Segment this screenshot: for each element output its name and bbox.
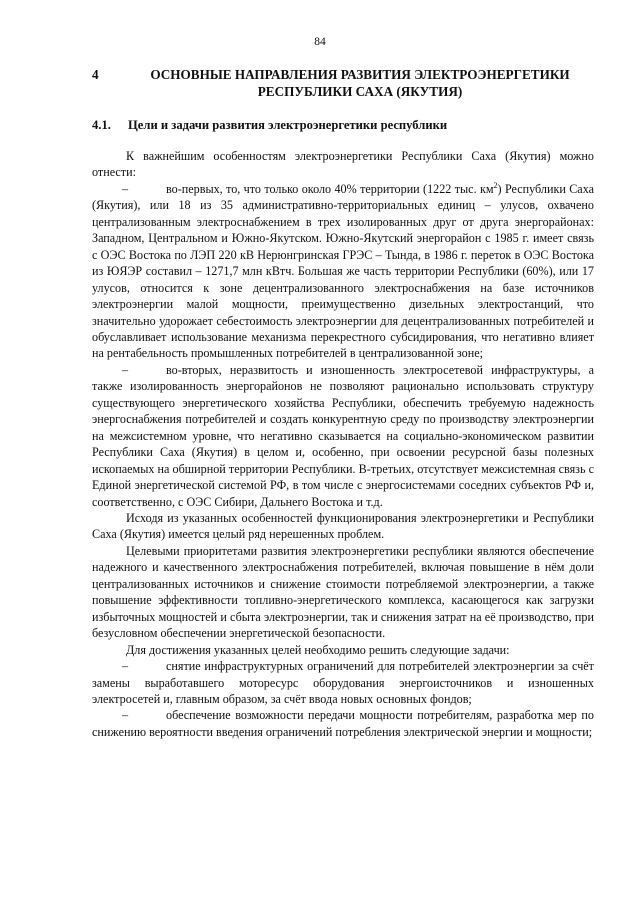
- page-number: 84: [314, 36, 326, 48]
- list-dash: –: [122, 362, 129, 377]
- chapter-title: ОСНОВНЫЕ НАПРАВЛЕНИЯ РАЗВИТИЯ ЭЛЕКТРОЭНЕРГЕТИКИ РЕСПУБЛИКИ САХА (ЯКУТИЯ): [150, 67, 570, 99]
- section-title: Цели и задачи развития электроэнергетики республики: [128, 118, 448, 132]
- paragraph-tasks-intro: Для достижения указанных целей необходимо решить следующие задачи:: [126, 642, 510, 657]
- body-text: [92, 148, 594, 740]
- paragraph-task-2-text: обеспечение возможности передачи мощности потребителям, разработка мер по снижению вероятности введения ограничений потребления электрической энергии и мощности;: [92, 708, 594, 739]
- paragraph-second: [92, 362, 594, 510]
- list-dash: –: [122, 181, 129, 196]
- paragraph-first: [92, 181, 594, 362]
- section-number: 4.1.: [92, 118, 111, 132]
- chapter-heading: [92, 66, 592, 100]
- chapter-number: 4: [92, 67, 99, 82]
- list-dash: –: [122, 659, 129, 674]
- paragraph-task-1-text: снятие инфраструктурных ограничений для потребителей электроэнергии за счёт замены выработавшего моторесурс оборудования энергоисточников и изношенных электросетей и, главным образом, за счёт ввода новых основных фондов;: [92, 659, 594, 706]
- section-heading: [92, 117, 592, 133]
- paragraph-first-text-a: во-первых, то, что только около 40% территории (1222 тыс. км: [166, 181, 494, 196]
- paragraph-based-on: Исходя из указанных особенностей функционирования электроэнергетики и Республики Саха (Якутия) имеется целый ряд нерешенных проблем.: [92, 510, 594, 542]
- paragraph-second-text: во-вторых, неразвитость и изношенность электросетевой инфраструктуры, а также изолированность энергорайонов не позволяют рационально использовать структуру существующего энергетического хозяйства Республики, обеспечить требуемую надежность энергоснабжения потребителей и создать конкурентную среду по производству электроэнергии на межсистемном уровне, что негативно сказывается на социально-экономическом развитии Республики Саха (Якутия) в целом и, особенно, при освоении ресурсной базы полезных ископаемых на обширной территории Республики. В-третьих, отсутствует межсистемная связь с Единой энергетической системой РФ, в том числе с энергосистемами соседних субъектов РФ и, соответственно, с ОЭС Сибири, Дальнего Востока и т.д.: [92, 362, 594, 509]
- superscript-2: 2: [493, 180, 498, 190]
- paragraph-priorities: Целевыми приоритетами развития электроэнергетики республики являются обеспечение надежного и качественного электроснабжения потребителей, включая повышение в нём доли централизованных источников и снижение стоимости потребляемой электроэнергии, а также повышение эффективности топливно-энергетического комплекса, касающегося как загрузки избыточных мощностей и сбыта электроэнергии, так и снижения затрат на её производство, при безусловном обеспечении энергетической безопасности.: [92, 543, 594, 641]
- paragraph-task-2: [92, 707, 594, 740]
- paragraph-intro: К важнейшим особенностям электроэнергетики Республики Саха (Якутия) можно отнести:: [92, 149, 594, 180]
- paragraph-first-text-b: ) Республики Саха (Якутия), или 18 из 35 административно-территориальных единиц – улусов, охвачено централизованным электроснабжением в трех изолированных друг от друга энергорайонах: Западном, Центральном и Южно-Якутском. Южно-Якутский энергорайон с 1985 г. имеет связь с ОЭС Востока по ЛЭП 220 кВ Нерюнгринская ГРЭС – Тында, в 1986 г. переток в ОЭС Востока из ЮЯЭР составил – 1271,7 млн кВтч. Большая же часть территории Республики (60%), или 17 улусов, относится к зоне децентрализованного электроснабжения на базе источников электроэнергии малой мощности, преимущественно дизельных электростанций, что значительно удорожает себестоимость электроэнергии для децентрализованных потребителей и обуславливает использование механизма перекрестного субсидирования, что негативно влияет на рентабельность промышленных потребителей в централизованной зоне;: [92, 181, 594, 361]
- list-dash: –: [122, 708, 129, 723]
- paragraph-task-1: [92, 658, 594, 707]
